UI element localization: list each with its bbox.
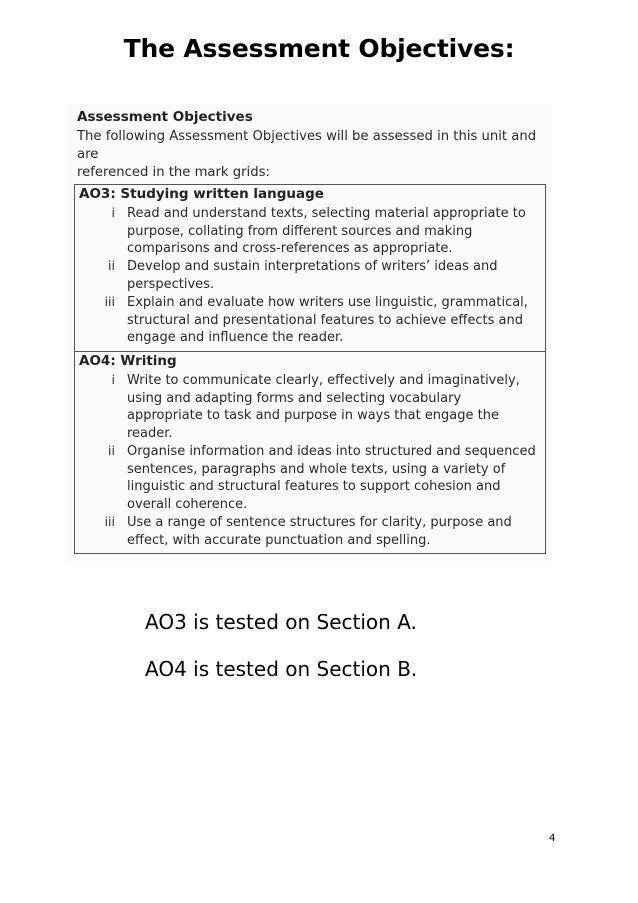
objective-heading: AO3: Studying written language [79, 186, 324, 202]
page-number: 4 [549, 833, 556, 844]
item-line: comparisons and cross-references as appropriate. [127, 241, 453, 256]
page-title: The Assessment Objectives: [123, 34, 515, 63]
item-line: overall coherence. [127, 496, 248, 512]
ao3-section-note: AO3 is tested on Section A. [145, 610, 417, 634]
item-text [127, 372, 537, 442]
item-numeral: iii [104, 514, 115, 529]
item-line: Write to communicate clearly, effectively and imaginatively, [127, 373, 520, 388]
excerpt-heading: Assessment Objectives [77, 109, 253, 125]
item-line: effect, with accurate punctuation and spelling. [127, 532, 431, 548]
item-line: Organise information and ideas into structured and sequenced [127, 444, 536, 459]
item-line: engage and influence the reader. [127, 330, 344, 345]
item-text [127, 294, 537, 347]
item-line: linguistic and structural features to support cohesion and [127, 479, 501, 494]
ao4-section-note: AO4 is tested on Section B. [145, 657, 418, 681]
excerpt-intro-line: The following Assessment Objectives will be assessed in this unit and are [77, 129, 537, 162]
item-numeral: iii [104, 294, 115, 309]
item-line: using and adapting forms and selecting vocabulary [127, 390, 462, 406]
item-line: Explain and evaluate how writers use linguistic, grammatical, [127, 295, 528, 310]
item-numeral: ii [108, 258, 115, 273]
excerpt-intro [77, 128, 547, 182]
objective-heading: AO4: Writing [79, 353, 177, 369]
objectives-table [74, 184, 546, 554]
item-line: Use a range of sentence structures for clarity, purpose and [127, 515, 512, 530]
item-line: reader. [127, 425, 173, 441]
item-text [127, 258, 537, 293]
item-line: perspectives. [127, 276, 215, 292]
item-line: purpose, collating from different sources and making [127, 223, 473, 239]
item-numeral: ii [108, 443, 115, 458]
item-numeral: i [111, 205, 115, 220]
assessment-objectives-excerpt [66, 104, 552, 562]
item-text [127, 514, 537, 549]
objective-ao4 [75, 351, 545, 552]
item-line: appropriate to task and purpose in ways that engage the [127, 408, 499, 423]
item-text [127, 443, 537, 513]
objective-ao3 [75, 185, 545, 351]
item-text [127, 205, 537, 258]
item-line: Develop and sustain interpretations of writers’ ideas and [127, 259, 498, 274]
item-numeral: i [111, 372, 115, 387]
item-line: structural and presentational features to achieve effects and [127, 312, 523, 328]
item-line: sentences, paragraphs and whole texts, using a variety of [127, 461, 506, 477]
excerpt-intro-line: referenced in the mark grids: [77, 165, 270, 180]
item-line: Read and understand texts, selecting material appropriate to [127, 206, 526, 221]
